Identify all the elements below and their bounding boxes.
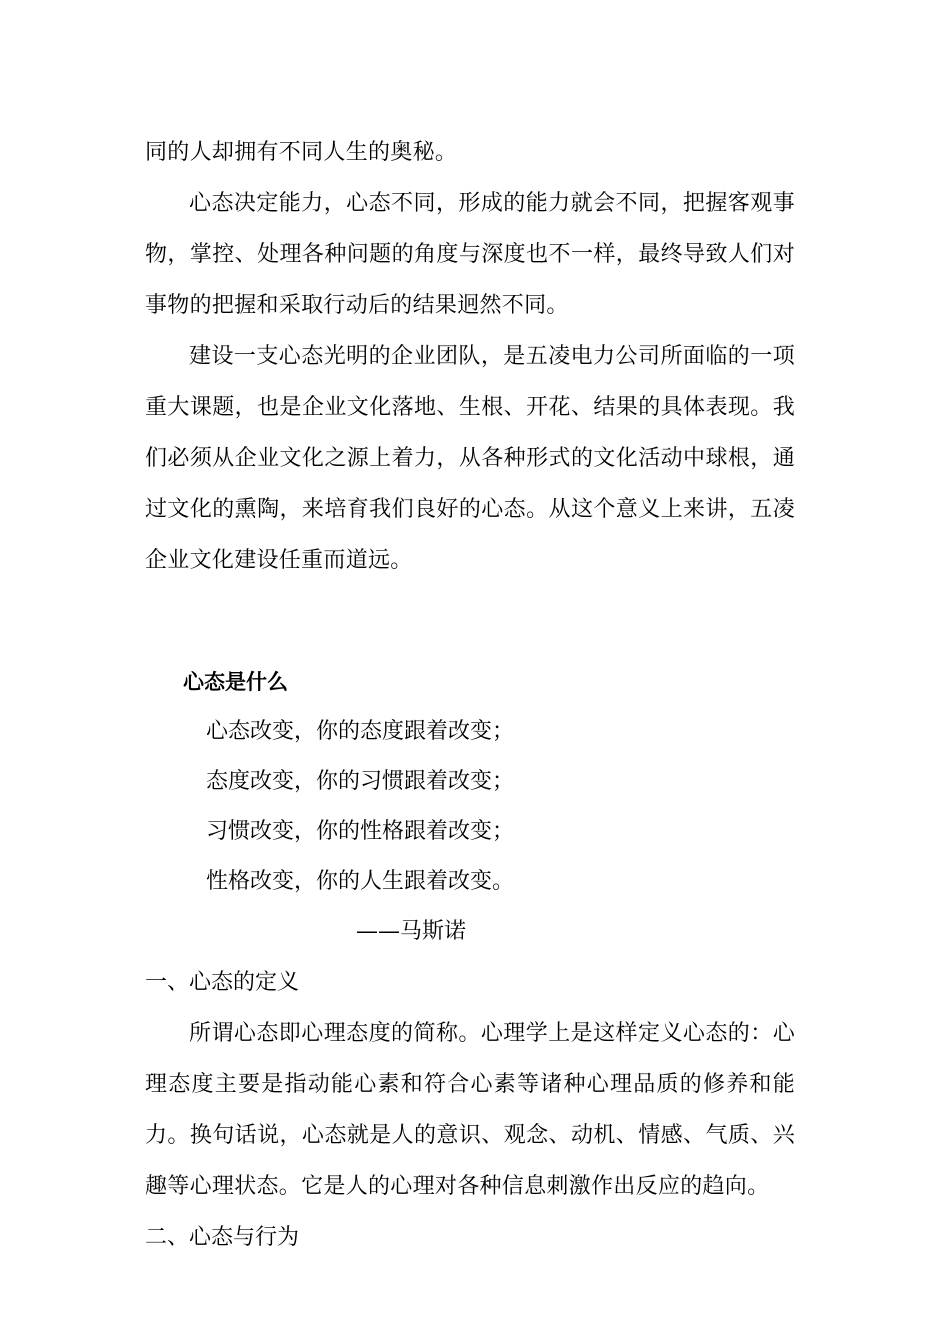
- poem-line-4: 性格改变，你的人生跟着改变。: [206, 869, 515, 894]
- paragraph-continuation: 同的人却拥有不同人生的奥秘。: [145, 140, 458, 165]
- section-heading-behavior: 二、心态与行为: [145, 1225, 300, 1250]
- poem-line-2: 态度改变，你的习惯跟着改变；: [206, 769, 515, 794]
- paragraph-definition: 所谓心态即心理态度的简称。心理学上是这样定义心态的：心理态度主要是指动能心素和符合心素等诸种心理品质的修养和能力。换句话说，心态就是人的意识、观念、动机、情感、气质、兴趣等心理状态。它是人的心理对各种信息刺激作出反应的趋向。: [145, 1021, 795, 1199]
- poem-line-3: 习惯改变，你的性格跟着改变；: [206, 819, 515, 844]
- poem-title: 心态是什么: [183, 669, 288, 694]
- paragraph-team-building: 建设一支心态光明的企业团队，是五凌电力公司所面临的一项重大课题，也是企业文化落地、生根、开花、结果的具体表现。我们必须从企业文化之源上着力，从各种形式的文化活动中球根，通过文化的熏陶，来培育我们良好的心态。从这个意义上来讲，五凌企业文化建设任重而道远。: [145, 344, 795, 573]
- poem-line-1: 心态改变，你的态度跟着改变；: [206, 719, 515, 744]
- poem-attribution: ——马斯诺: [356, 919, 467, 944]
- paragraph-mindset-ability: 心态决定能力，心态不同，形成的能力就会不同，把握客观事物，掌控、处理各种问题的角度与深度也不一样，最终导致人们对事物的把握和采取行动后的结果迥然不同。: [145, 191, 795, 318]
- document-page: [145, 127, 795, 1263]
- section-heading-definition: 一、心态的定义: [145, 970, 300, 995]
- spacer: [145, 586, 795, 656]
